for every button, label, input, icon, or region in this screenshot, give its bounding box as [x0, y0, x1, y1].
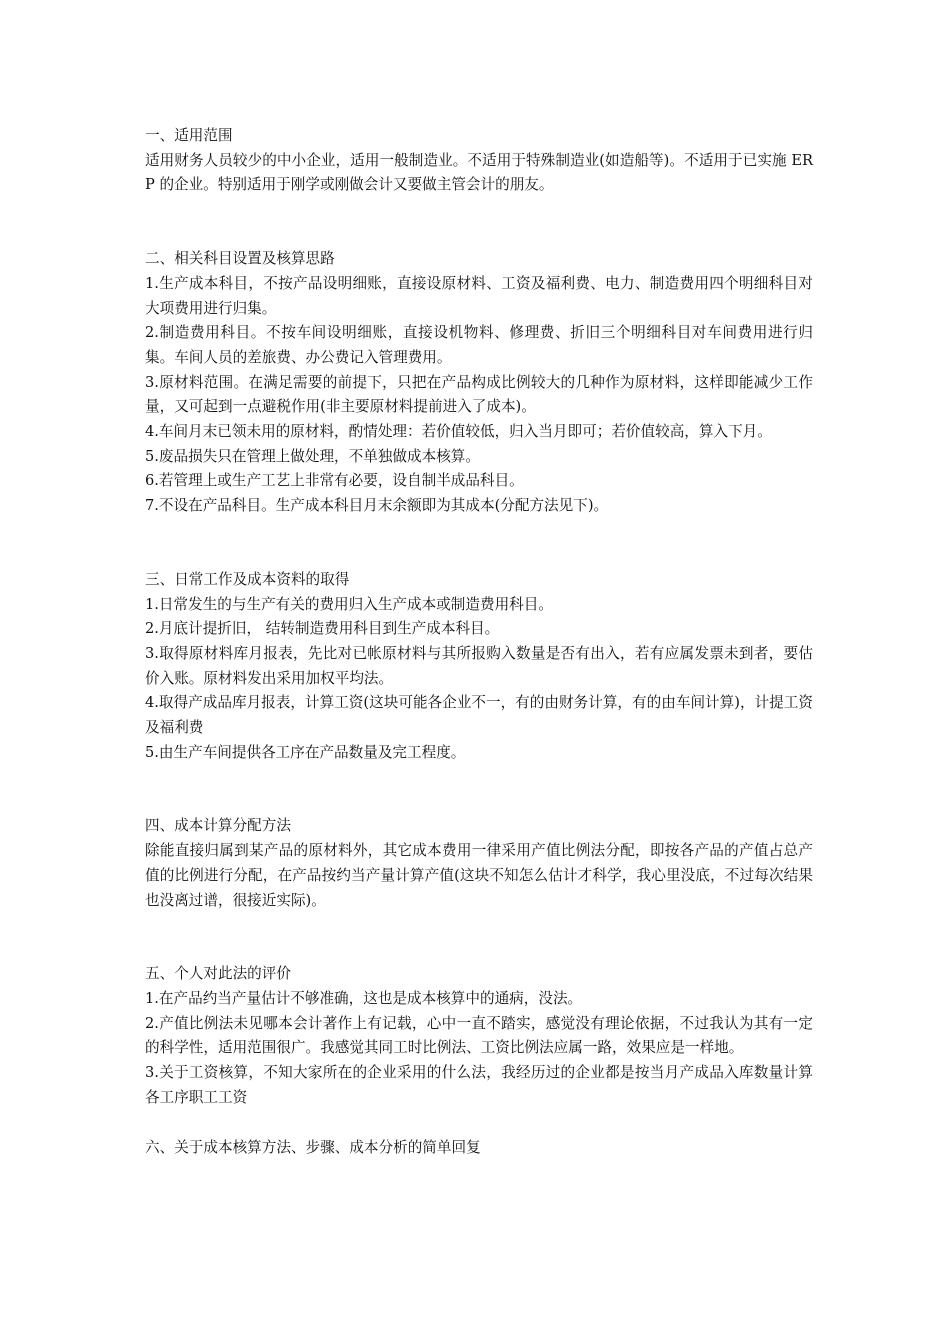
paragraph: 5.废品损失只在管理上做处理，不单独做成本核算。 — [145, 447, 480, 465]
section-heading: 一、适用范围 — [145, 127, 233, 144]
section-heading: 六、关于成本核算方法、步骤、成本分析的简单回复 — [145, 1138, 481, 1156]
section-accounts — [145, 247, 813, 519]
paragraph: 2.月底计提折旧， 结转制造费用科目到生产成本科目。 — [145, 620, 500, 638]
section-scope — [145, 124, 813, 198]
paragraph: 1.在产品约当产量估计不够准确，这也是成本核算中的通病，没法。 — [145, 989, 583, 1007]
paragraph: 除能直接归属到某产品的原材料外，其它成本费用一律采用产值比例法分配，即按各产品的产值占总产值的比例进行分配，在产品按约当产量计算产值(这块不知怎么估计才科学，我心里没底，不过每次结果也没离过谱，很接近实际)。 — [145, 842, 813, 909]
paragraph: 1.日常发生的与生产有关的费用归入生产成本或制造费用科目。 — [145, 595, 553, 613]
document-page — [145, 124, 813, 1160]
section-heading: 四、成本计算分配方法 — [145, 817, 291, 835]
section-daily-work — [145, 568, 813, 766]
paragraph: 2.产值比例法未见哪本会计著作上有记载，心中一直不踏实，感觉没有理论依据，不过我认为其有一定的科学性，适用范围很广。我感觉其同工时比例法、工资比例法应属一路，效果应是一样地。 — [145, 1014, 813, 1057]
spacer — [145, 765, 813, 814]
spacer — [145, 198, 813, 247]
spacer — [145, 913, 813, 962]
spacer — [145, 519, 813, 568]
paragraph: 6.若管理上或生产工艺上非常有必要，设自制半成品科目。 — [145, 472, 524, 490]
section-heading: 二、相关科目设置及核算思路 — [145, 250, 335, 268]
section-heading: 三、日常工作及成本资料的取得 — [145, 570, 350, 588]
paragraph: 7.不设在产品科目。生产成本科目月末余额即为其成本(分配方法见下)。 — [145, 497, 609, 515]
section-reply — [145, 1136, 813, 1161]
paragraph: 4.车间月末已领未用的原材料，酌情处理：若价值较低，归入当月即可；若价值较高，算入下月。 — [145, 423, 772, 441]
paragraph: 适用财务人员较少的中小企业，适用一般制造业。不适用于特殊制造业(如造船等)。不适用于已实施 ERP 的企业。特别适用于刚学或刚做会计又要做主管会计的朋友。 — [145, 151, 813, 194]
section-evaluation — [145, 962, 813, 1110]
paragraph: 2.制造费用科目。不按车间设明细账，直接设机物料、修理费、折旧三个明细科目对车间费用进行归集。车间人员的差旅费、办公费记入管理费用。 — [145, 324, 813, 366]
paragraph: 3.关于工资核算，不知大家所在的企业采用的什么法，我经历过的企业都是按当月产成品入库数量计算各工序职工工资 — [145, 1064, 813, 1106]
paragraph: 1.生产成本科目，不按产品设明细账，直接设原材料、工资及福利费、电力、制造费用四个明细科目对大项费用进行归集。 — [145, 274, 813, 317]
paragraph: 4.取得产成品库月报表，计算工资(这块可能各企业不一，有的由财务计算，有的由车间计算)，计提工资及福利费 — [145, 694, 813, 737]
section-heading: 五、个人对此法的评价 — [145, 965, 291, 983]
spacer — [145, 1111, 813, 1136]
paragraph: 3.原材料范围。在满足需要的前提下，只把在产品构成比例较大的几种作为原材料，这样即能减少工作量，又可起到一点避税作用(非主要原材料提前进入了成本)。 — [145, 373, 813, 416]
paragraph: 3.取得原材料库月报表，先比对已帐原材料与其所报购入数量是否有出入，若有应属发票未到者，要估价入账。原材料发出采用加权平均法。 — [145, 644, 813, 687]
paragraph: 5.由生产车间提供各工序在产品数量及完工程度。 — [145, 743, 466, 761]
section-allocation — [145, 814, 813, 913]
